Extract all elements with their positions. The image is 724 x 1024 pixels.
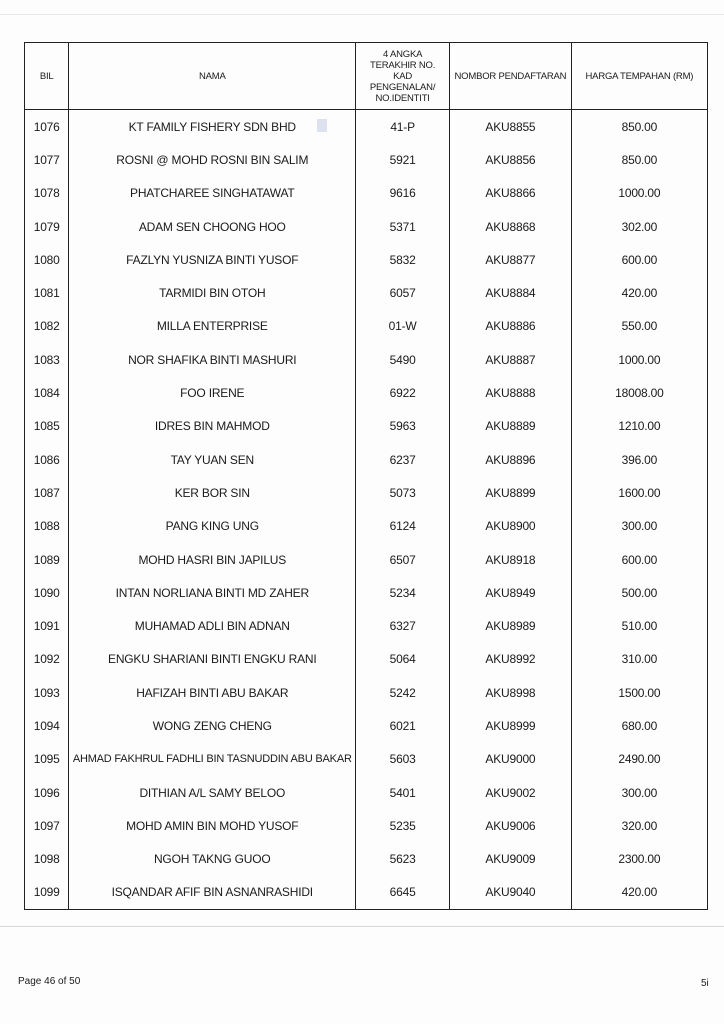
cell-nama: KER BOR SIN	[69, 476, 356, 509]
scan-smudge	[317, 119, 327, 132]
cell-ic: 5603	[356, 743, 450, 776]
cell-bil: 1083	[25, 343, 69, 376]
cell-bil: 1080	[25, 243, 69, 276]
table-row	[25, 709, 708, 742]
table-row	[25, 476, 708, 509]
cell-harga: 300.00	[571, 776, 707, 809]
cell-ic: 41-P	[356, 110, 450, 144]
cell-nama: ENGKU SHARIANI BINTI ENGKU RANI	[69, 643, 356, 676]
cell-nama: DITHIAN A/L SAMY BELOO	[69, 776, 356, 809]
table-row	[25, 676, 708, 709]
cell-nama: MUHAMAD ADLI BIN ADNAN	[69, 609, 356, 642]
table-row	[25, 609, 708, 642]
cell-nombor-pendaftaran: AKU9040	[450, 876, 572, 910]
cell-ic: 5921	[356, 143, 450, 176]
cell-ic: 5832	[356, 243, 450, 276]
cell-nombor-pendaftaran: AKU8999	[450, 709, 572, 742]
cell-bil: 1085	[25, 410, 69, 443]
table-header	[25, 43, 708, 110]
cell-nombor-pendaftaran: AKU9002	[450, 776, 572, 809]
cell-nama: KT FAMILY FISHERY SDN BHD	[69, 110, 356, 144]
cell-nama: MOHD HASRI BIN JAPILUS	[69, 543, 356, 576]
cell-nama: ROSNI @ MOHD ROSNI BIN SALIM	[69, 143, 356, 176]
cell-harga: 850.00	[571, 110, 707, 144]
cell-nombor-pendaftaran: AKU8868	[450, 210, 572, 243]
page-number: Page 46 of 50	[18, 976, 81, 987]
cell-harga: 2300.00	[571, 843, 707, 876]
cell-bil: 1081	[25, 276, 69, 309]
table-row	[25, 310, 708, 343]
cell-ic: 01-W	[356, 310, 450, 343]
cell-nama: ADAM SEN CHOONG HOO	[69, 210, 356, 243]
cell-harga: 850.00	[571, 143, 707, 176]
cell-nama: ISQANDAR AFIF BIN ASNANRASHIDI	[69, 876, 356, 910]
cell-nombor-pendaftaran: AKU8900	[450, 510, 572, 543]
cell-harga: 600.00	[571, 543, 707, 576]
cell-ic: 5401	[356, 776, 450, 809]
cell-nombor-pendaftaran: AKU8998	[450, 676, 572, 709]
cell-nama: FAZLYN YUSNIZA BINTI YUSOF	[69, 243, 356, 276]
cell-ic: 6507	[356, 543, 450, 576]
table-body	[25, 110, 708, 910]
cell-ic: 5242	[356, 676, 450, 709]
header-bil: BIL	[25, 43, 69, 110]
cell-nama: TARMIDI BIN OTOH	[69, 276, 356, 309]
cell-ic: 5234	[356, 576, 450, 609]
cell-harga: 420.00	[571, 876, 707, 910]
table-row	[25, 276, 708, 309]
cell-nombor-pendaftaran: AKU8992	[450, 643, 572, 676]
cell-ic: 5623	[356, 843, 450, 876]
cell-nama: INTAN NORLIANA BINTI MD ZAHER	[69, 576, 356, 609]
cell-ic: 6922	[356, 376, 450, 409]
cell-bil: 1097	[25, 809, 69, 842]
cell-bil: 1094	[25, 709, 69, 742]
cell-bil: 1089	[25, 543, 69, 576]
cell-nombor-pendaftaran: AKU8855	[450, 110, 572, 144]
cell-nombor-pendaftaran: AKU8887	[450, 343, 572, 376]
cell-nombor-pendaftaran: AKU8886	[450, 310, 572, 343]
table-row	[25, 443, 708, 476]
cell-harga: 396.00	[571, 443, 707, 476]
cell-nombor-pendaftaran: AKU8866	[450, 177, 572, 210]
cell-nama: FOO IRENE	[69, 376, 356, 409]
cell-bil: 1076	[25, 110, 69, 144]
cell-harga: 1000.00	[571, 177, 707, 210]
scan-edge-top	[0, 14, 724, 15]
cell-ic: 9616	[356, 177, 450, 210]
cell-nombor-pendaftaran: AKU9000	[450, 743, 572, 776]
table-row	[25, 177, 708, 210]
cell-harga: 680.00	[571, 709, 707, 742]
header-harga-tempahan: HARGA TEMPAHAN (RM)	[571, 43, 707, 110]
cell-bil: 1079	[25, 210, 69, 243]
cell-harga: 420.00	[571, 276, 707, 309]
table-row	[25, 343, 708, 376]
table-row	[25, 743, 708, 776]
cell-ic: 5073	[356, 476, 450, 509]
table-row	[25, 210, 708, 243]
cell-ic: 6645	[356, 876, 450, 910]
cell-nama: NOR SHAFIKA BINTI MASHURI	[69, 343, 356, 376]
cell-ic: 6057	[356, 276, 450, 309]
scan-edge-bottom	[0, 926, 724, 927]
cell-nombor-pendaftaran: AKU8889	[450, 410, 572, 443]
cell-bil: 1082	[25, 310, 69, 343]
table-row	[25, 543, 708, 576]
table-row	[25, 876, 708, 910]
table-row	[25, 510, 708, 543]
cell-harga: 1210.00	[571, 410, 707, 443]
cell-harga: 300.00	[571, 510, 707, 543]
cell-nombor-pendaftaran: AKU8949	[450, 576, 572, 609]
cell-nama: IDRES BIN MAHMOD	[69, 410, 356, 443]
header-nama: NAMA	[69, 43, 356, 110]
table-row	[25, 576, 708, 609]
cell-harga: 18008.00	[571, 376, 707, 409]
table-row	[25, 776, 708, 809]
cell-ic: 5963	[356, 410, 450, 443]
header-nombor-pendaftaran: NOMBOR PENDAFTARAN	[450, 43, 572, 110]
cell-bil: 1077	[25, 143, 69, 176]
cell-nombor-pendaftaran: AKU8856	[450, 143, 572, 176]
cell-nama: NGOH TAKNG GUOO	[69, 843, 356, 876]
cell-harga: 1000.00	[571, 343, 707, 376]
cell-harga: 2490.00	[571, 743, 707, 776]
header-ic	[356, 43, 450, 110]
cell-ic: 5490	[356, 343, 450, 376]
table-row	[25, 809, 708, 842]
cell-bil: 1095	[25, 743, 69, 776]
cell-nombor-pendaftaran: AKU8877	[450, 243, 572, 276]
cell-harga: 1600.00	[571, 476, 707, 509]
cell-nama: AHMAD FAKHRUL FADHLI BIN TASNUDDIN ABU BAKAR	[69, 743, 356, 776]
cell-harga: 510.00	[571, 609, 707, 642]
cell-bil: 1098	[25, 843, 69, 876]
cell-nombor-pendaftaran: AKU8888	[450, 376, 572, 409]
cell-bil: 1091	[25, 609, 69, 642]
cell-bil: 1084	[25, 376, 69, 409]
cell-ic: 6021	[356, 709, 450, 742]
table-row	[25, 410, 708, 443]
cell-nombor-pendaftaran: AKU8989	[450, 609, 572, 642]
cell-harga: 310.00	[571, 643, 707, 676]
cell-bil: 1086	[25, 443, 69, 476]
header-ic-text: 4 ANGKA TERAKHIR NO. KAD PENGENALAN/ NO.IDENTITI	[369, 48, 436, 104]
cell-nombor-pendaftaran: AKU9006	[450, 809, 572, 842]
cell-bil: 1096	[25, 776, 69, 809]
cell-bil: 1093	[25, 676, 69, 709]
cell-nama: MILLA ENTERPRISE	[69, 310, 356, 343]
cell-nama: MOHD AMIN BIN MOHD YUSOF	[69, 809, 356, 842]
cell-nombor-pendaftaran: AKU8918	[450, 543, 572, 576]
cell-harga: 320.00	[571, 809, 707, 842]
registration-table	[24, 42, 708, 910]
cell-harga: 302.00	[571, 210, 707, 243]
table-row	[25, 243, 708, 276]
cell-ic: 6237	[356, 443, 450, 476]
cell-nombor-pendaftaran: AKU9009	[450, 843, 572, 876]
cell-bil: 1099	[25, 876, 69, 910]
cell-nombor-pendaftaran: AKU8896	[450, 443, 572, 476]
page-mark: 5i	[701, 978, 709, 989]
cell-bil: 1090	[25, 576, 69, 609]
cell-bil: 1078	[25, 177, 69, 210]
table-row	[25, 643, 708, 676]
cell-nama: TAY YUAN SEN	[69, 443, 356, 476]
cell-nama: WONG ZENG CHENG	[69, 709, 356, 742]
cell-nombor-pendaftaran: AKU8899	[450, 476, 572, 509]
table-row	[25, 376, 708, 409]
cell-nombor-pendaftaran: AKU8884	[450, 276, 572, 309]
cell-harga: 1500.00	[571, 676, 707, 709]
cell-ic: 5235	[356, 809, 450, 842]
cell-bil: 1092	[25, 643, 69, 676]
cell-ic: 6327	[356, 609, 450, 642]
cell-bil: 1087	[25, 476, 69, 509]
cell-nama: HAFIZAH BINTI ABU BAKAR	[69, 676, 356, 709]
table-row	[25, 843, 708, 876]
cell-harga: 500.00	[571, 576, 707, 609]
cell-nama: PANG KING UNG	[69, 510, 356, 543]
cell-ic: 6124	[356, 510, 450, 543]
cell-nama: PHATCHAREE SINGHATAWAT	[69, 177, 356, 210]
cell-harga: 600.00	[571, 243, 707, 276]
cell-harga: 550.00	[571, 310, 707, 343]
table-row	[25, 143, 708, 176]
cell-ic: 5371	[356, 210, 450, 243]
cell-ic: 5064	[356, 643, 450, 676]
cell-bil: 1088	[25, 510, 69, 543]
table-row	[25, 110, 708, 144]
